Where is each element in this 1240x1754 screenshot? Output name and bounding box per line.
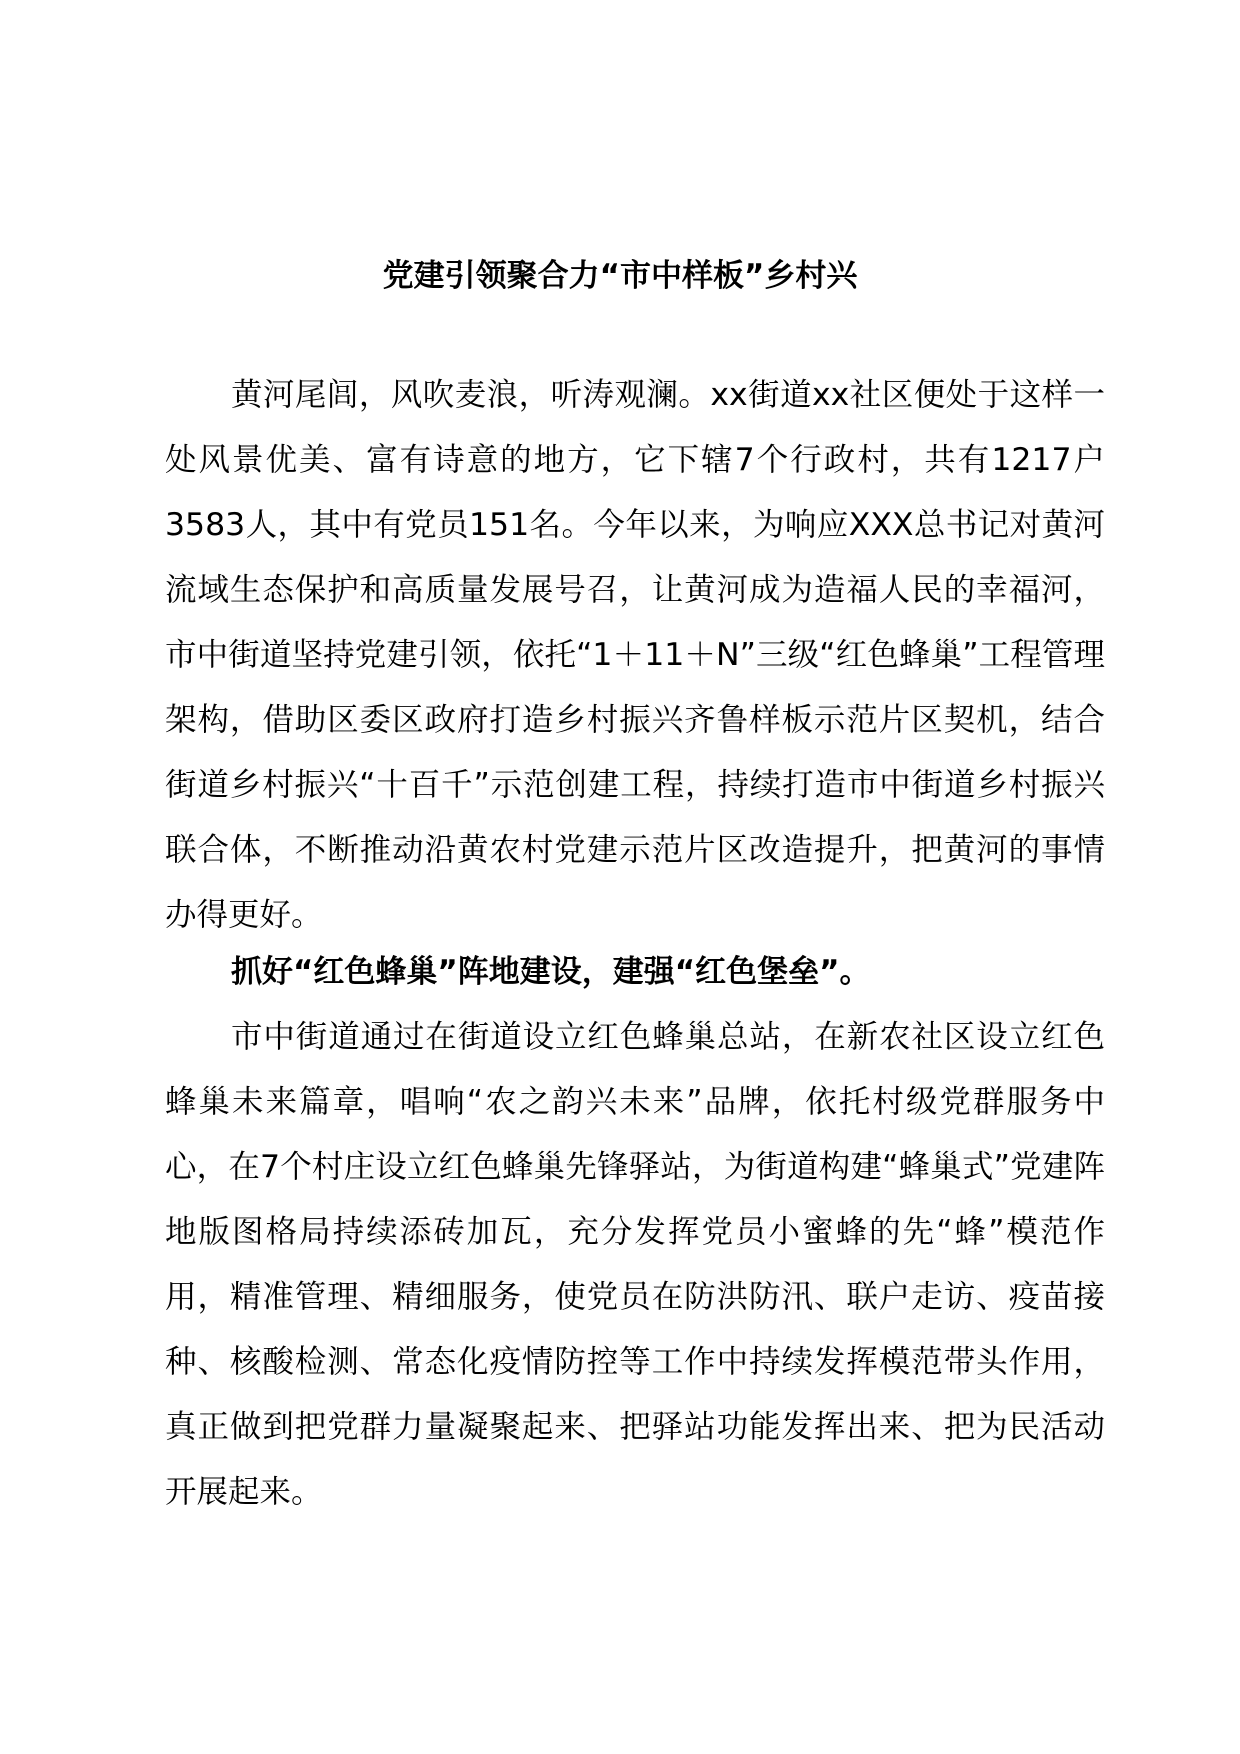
document-title: 党建引领聚合力“市中样板”乡村兴 bbox=[382, 258, 858, 294]
section-heading: 抓好“红色蜂巢”阵地建设，建强“红色堡垒”。 bbox=[231, 954, 871, 990]
section-paragraph: 市中街道通过在街道设立红色蜂巢总站，在新农社区设立红色蜂巢未来篇章，唱响“农之韵兴未来”品牌，依托村级党群服务中心，在7个村庄设立红色蜂巢先锋驿站，为街道构建“蜂巢式”党建阵地版图格局持续添砖加瓦，充分发挥党员小蜜蜂的先“蜂”模范作用，精准管理、精细服务，使党员在防洪防汛、联户走访、疫苗接种、核酸检测、常态化疫情防控等工作中持续发挥模范带头作用，真正做到把党群力量凝聚起来、把驿站功能发挥出来、把为民活动开展起来。 bbox=[165, 1019, 1105, 1510]
intro-paragraph: 黄河尾闾，风吹麦浪，听涛观澜。xx街道xx社区便处于这样一处风景优美、富有诗意的地方，它下辖7个行政村，共有1217户3583人，其中有党员151名。今年以来，为响应XXX总书记对黄河流域生态保护和高质量发展号召，让黄河成为造福人民的幸福河，市中街道坚持党建引领，依托“1＋11＋N”三级“红色蜂巢”工程管理架构，借助区委区政府打造乡村振兴齐鲁样板示范片区契机，结合街道乡村振兴“十百千”示范创建工程，持续打造市中街道乡村振兴联合体，不断推动沿黄农村党建示范片区改造提升，把黄河的事情办得更好。 bbox=[165, 377, 1105, 933]
